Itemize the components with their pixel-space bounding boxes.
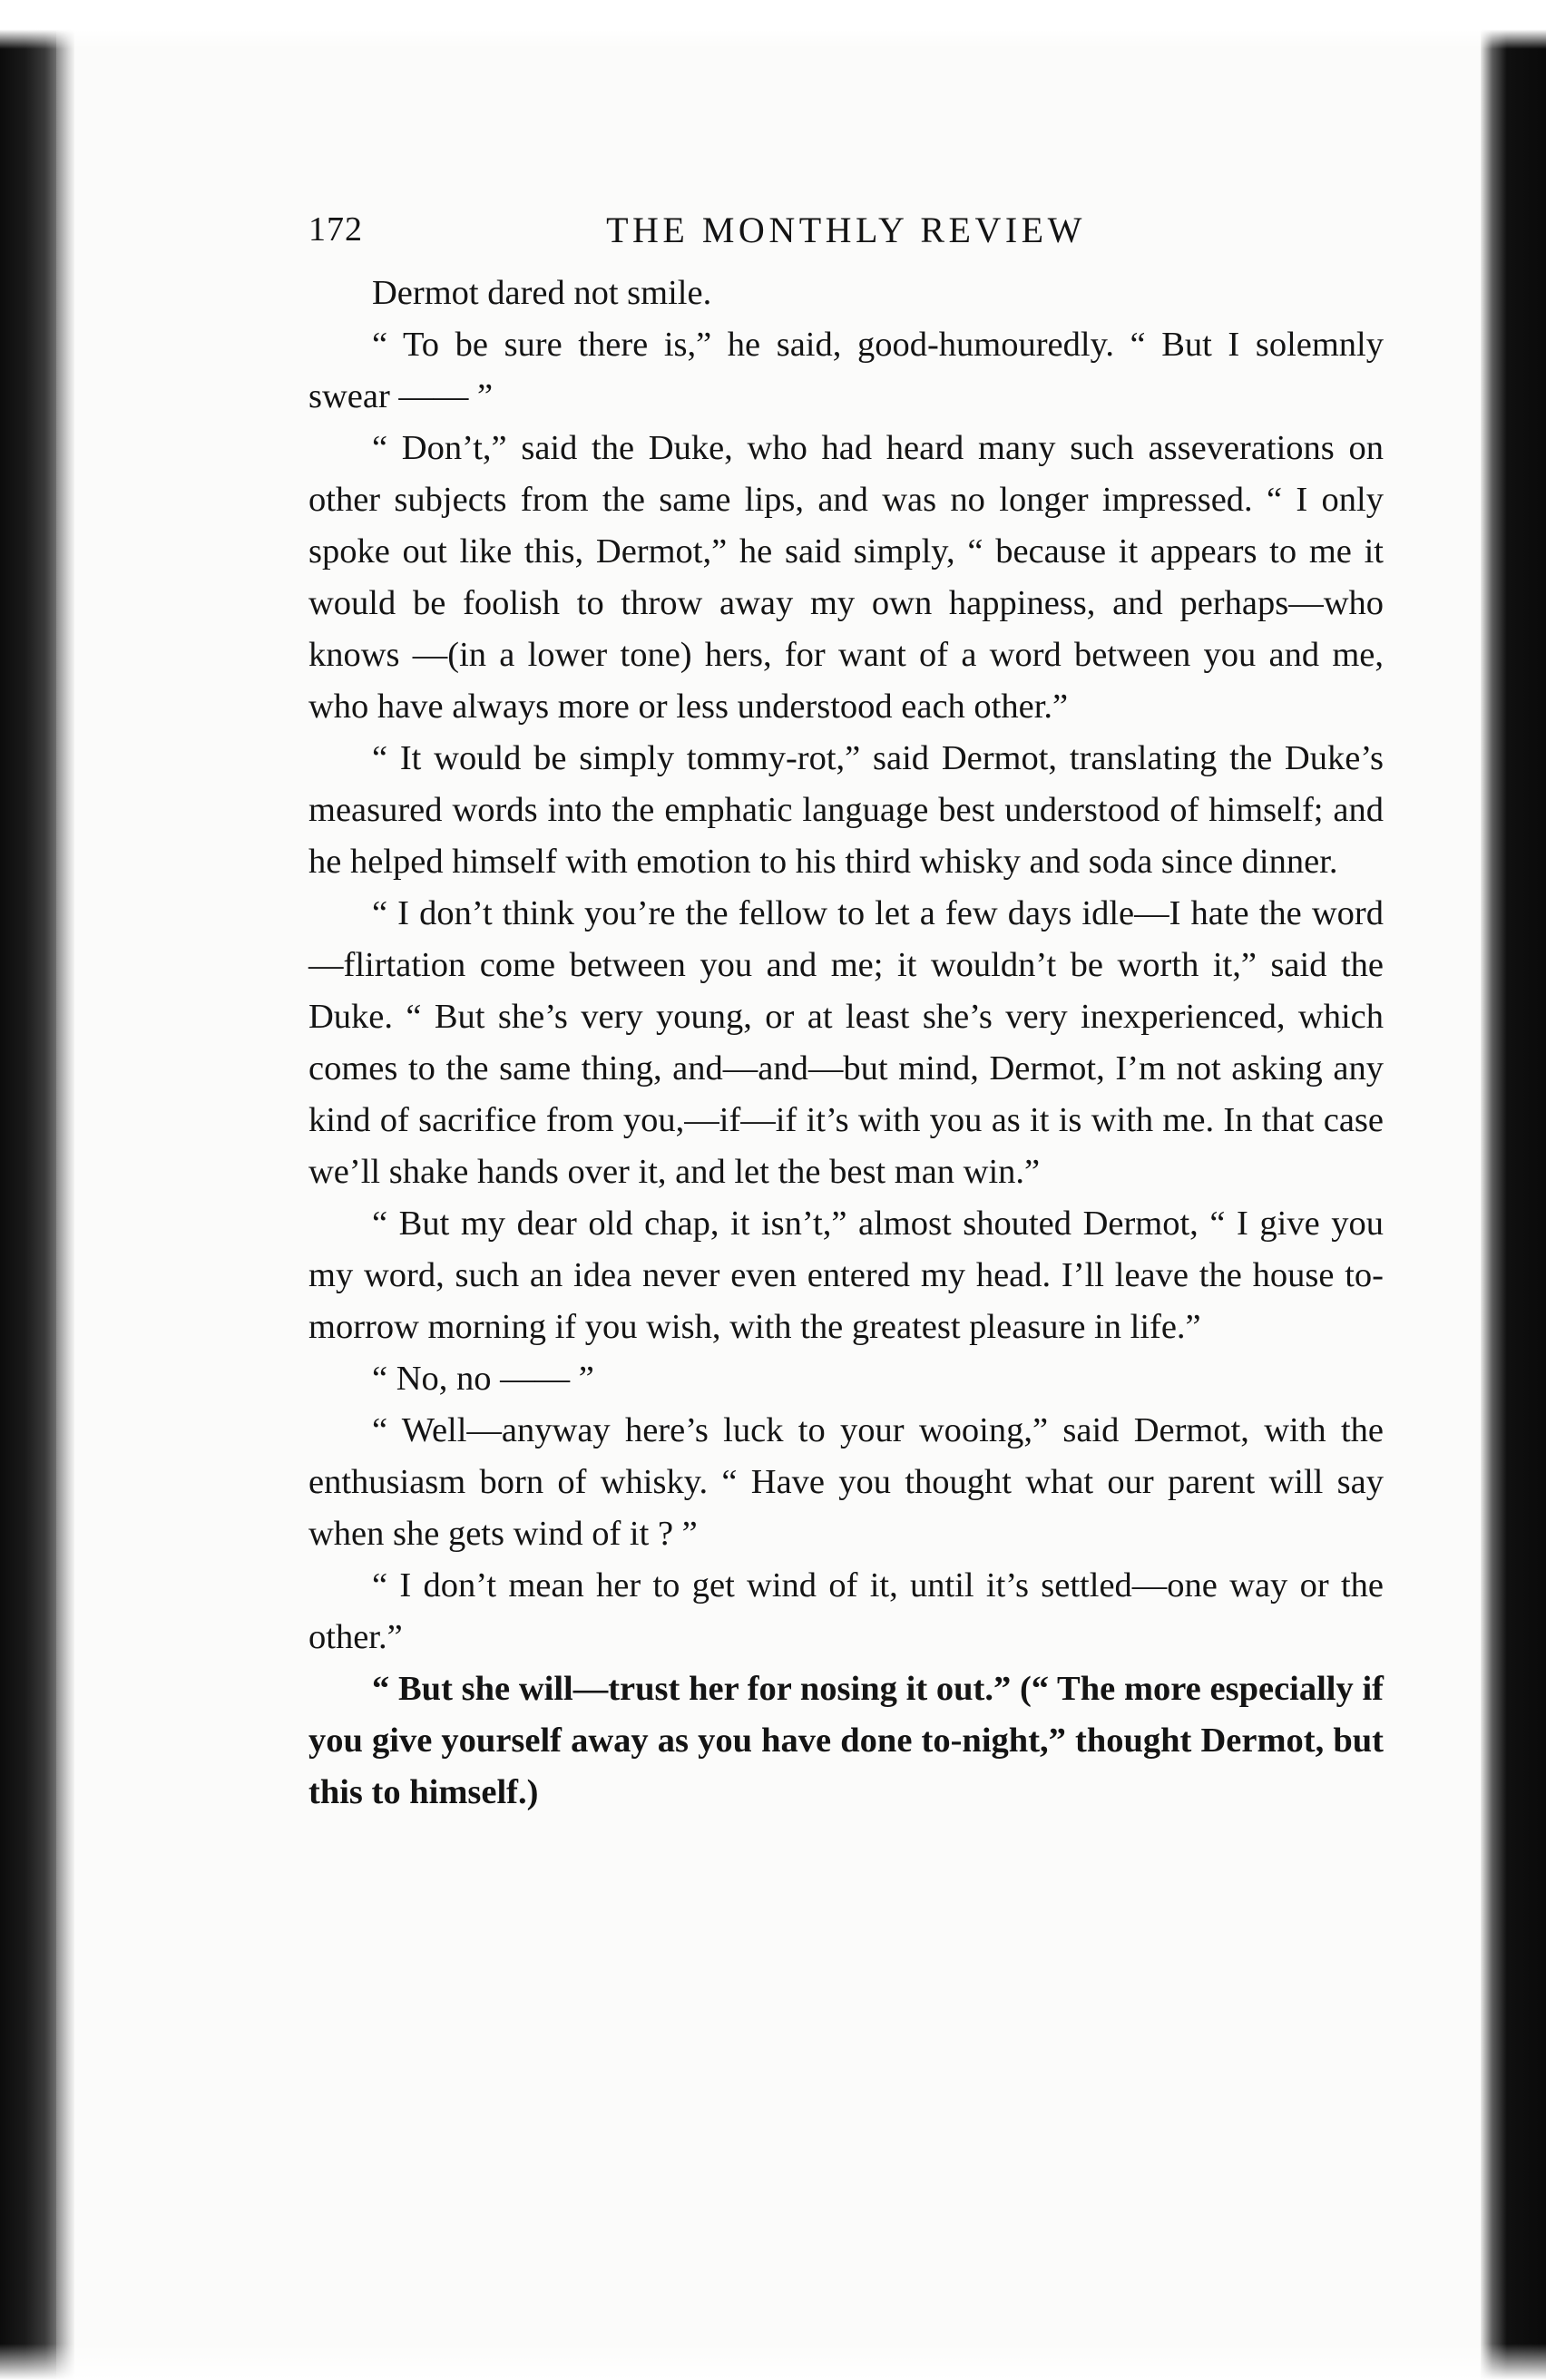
paragraph: “ Don’t,” said the Duke, who had heard many such asseverations on other subjects from the same lips, and was no longer impressed. “ I only spoke out like this, Dermot,” he said simply, “ because it appears to me it would be foolish to throw away my own happiness, and perhaps—who knows —(in a lower tone) hers, for want of a word between you and me, who have always more or less understood each other.” xyxy=(308,429,1384,726)
paragraph: Dermot dared not smile. xyxy=(372,274,712,312)
paragraph: “ Well—anyway here’s luck to your wooing,” said Dermot, with the enthusiasm born of whisky. “ Have you thought what our parent will say when she gets wind of it ? ” xyxy=(308,1411,1384,1553)
page-body xyxy=(308,204,1384,1819)
paragraph: “ No, no —— ” xyxy=(372,1360,594,1398)
book-spine-shadow xyxy=(0,0,56,2380)
page-gutter xyxy=(56,0,74,2380)
paragraph: “ I don’t mean her to get wind of it, until it’s settled—one way or the other.” xyxy=(308,1566,1384,1656)
scan-margin-bottom xyxy=(0,2344,1546,2380)
journal-title: THE MONTHLY REVIEW xyxy=(606,210,1086,250)
page-number: 172 xyxy=(308,210,363,249)
running-head xyxy=(308,204,1384,268)
paragraph: “ To be sure there is,” he said, good-humouredly. “ But I solemnly swear —— ” xyxy=(308,326,1384,415)
paragraph: “ I don’t think you’re the fellow to let a few days idle—I hate the word—flirtation come between you and me; it wouldn’t be worth it,” said the Duke. “ But she’s very young, or at least she’s very inexperienced, which comes to the same thing, and—and—but mind, Dermot, I’m not asking any kind of sacrifice from you,—if—if it’s with you as it is with me. In that case we’ll shake hands over it, and let the best man win.” xyxy=(308,894,1384,1191)
paragraph: “ It would be simply tommy-rot,” said Dermot, translating the Duke’s measured words into the emphatic language best understood of himself; and he helped himself with emotion to his third whisky and soda since dinner. xyxy=(308,739,1384,881)
scan-border-right xyxy=(1481,0,1546,2380)
paragraph: “ But she will—trust her for nosing it out.” (“ The more especially if you give yourself away as you have done to-night,” thought Dermot, but this to himself.) xyxy=(308,1670,1384,1811)
paragraph: “ But my dear old chap, it isn’t,” almost shouted Dermot, “ I give you my word, such an idea never even entered my head. I’ll leave the house to-morrow morning if you wish, with the greatest pleasure in life.” xyxy=(308,1205,1384,1346)
text-block xyxy=(308,268,1384,1819)
scan-margin-top xyxy=(0,0,1546,49)
